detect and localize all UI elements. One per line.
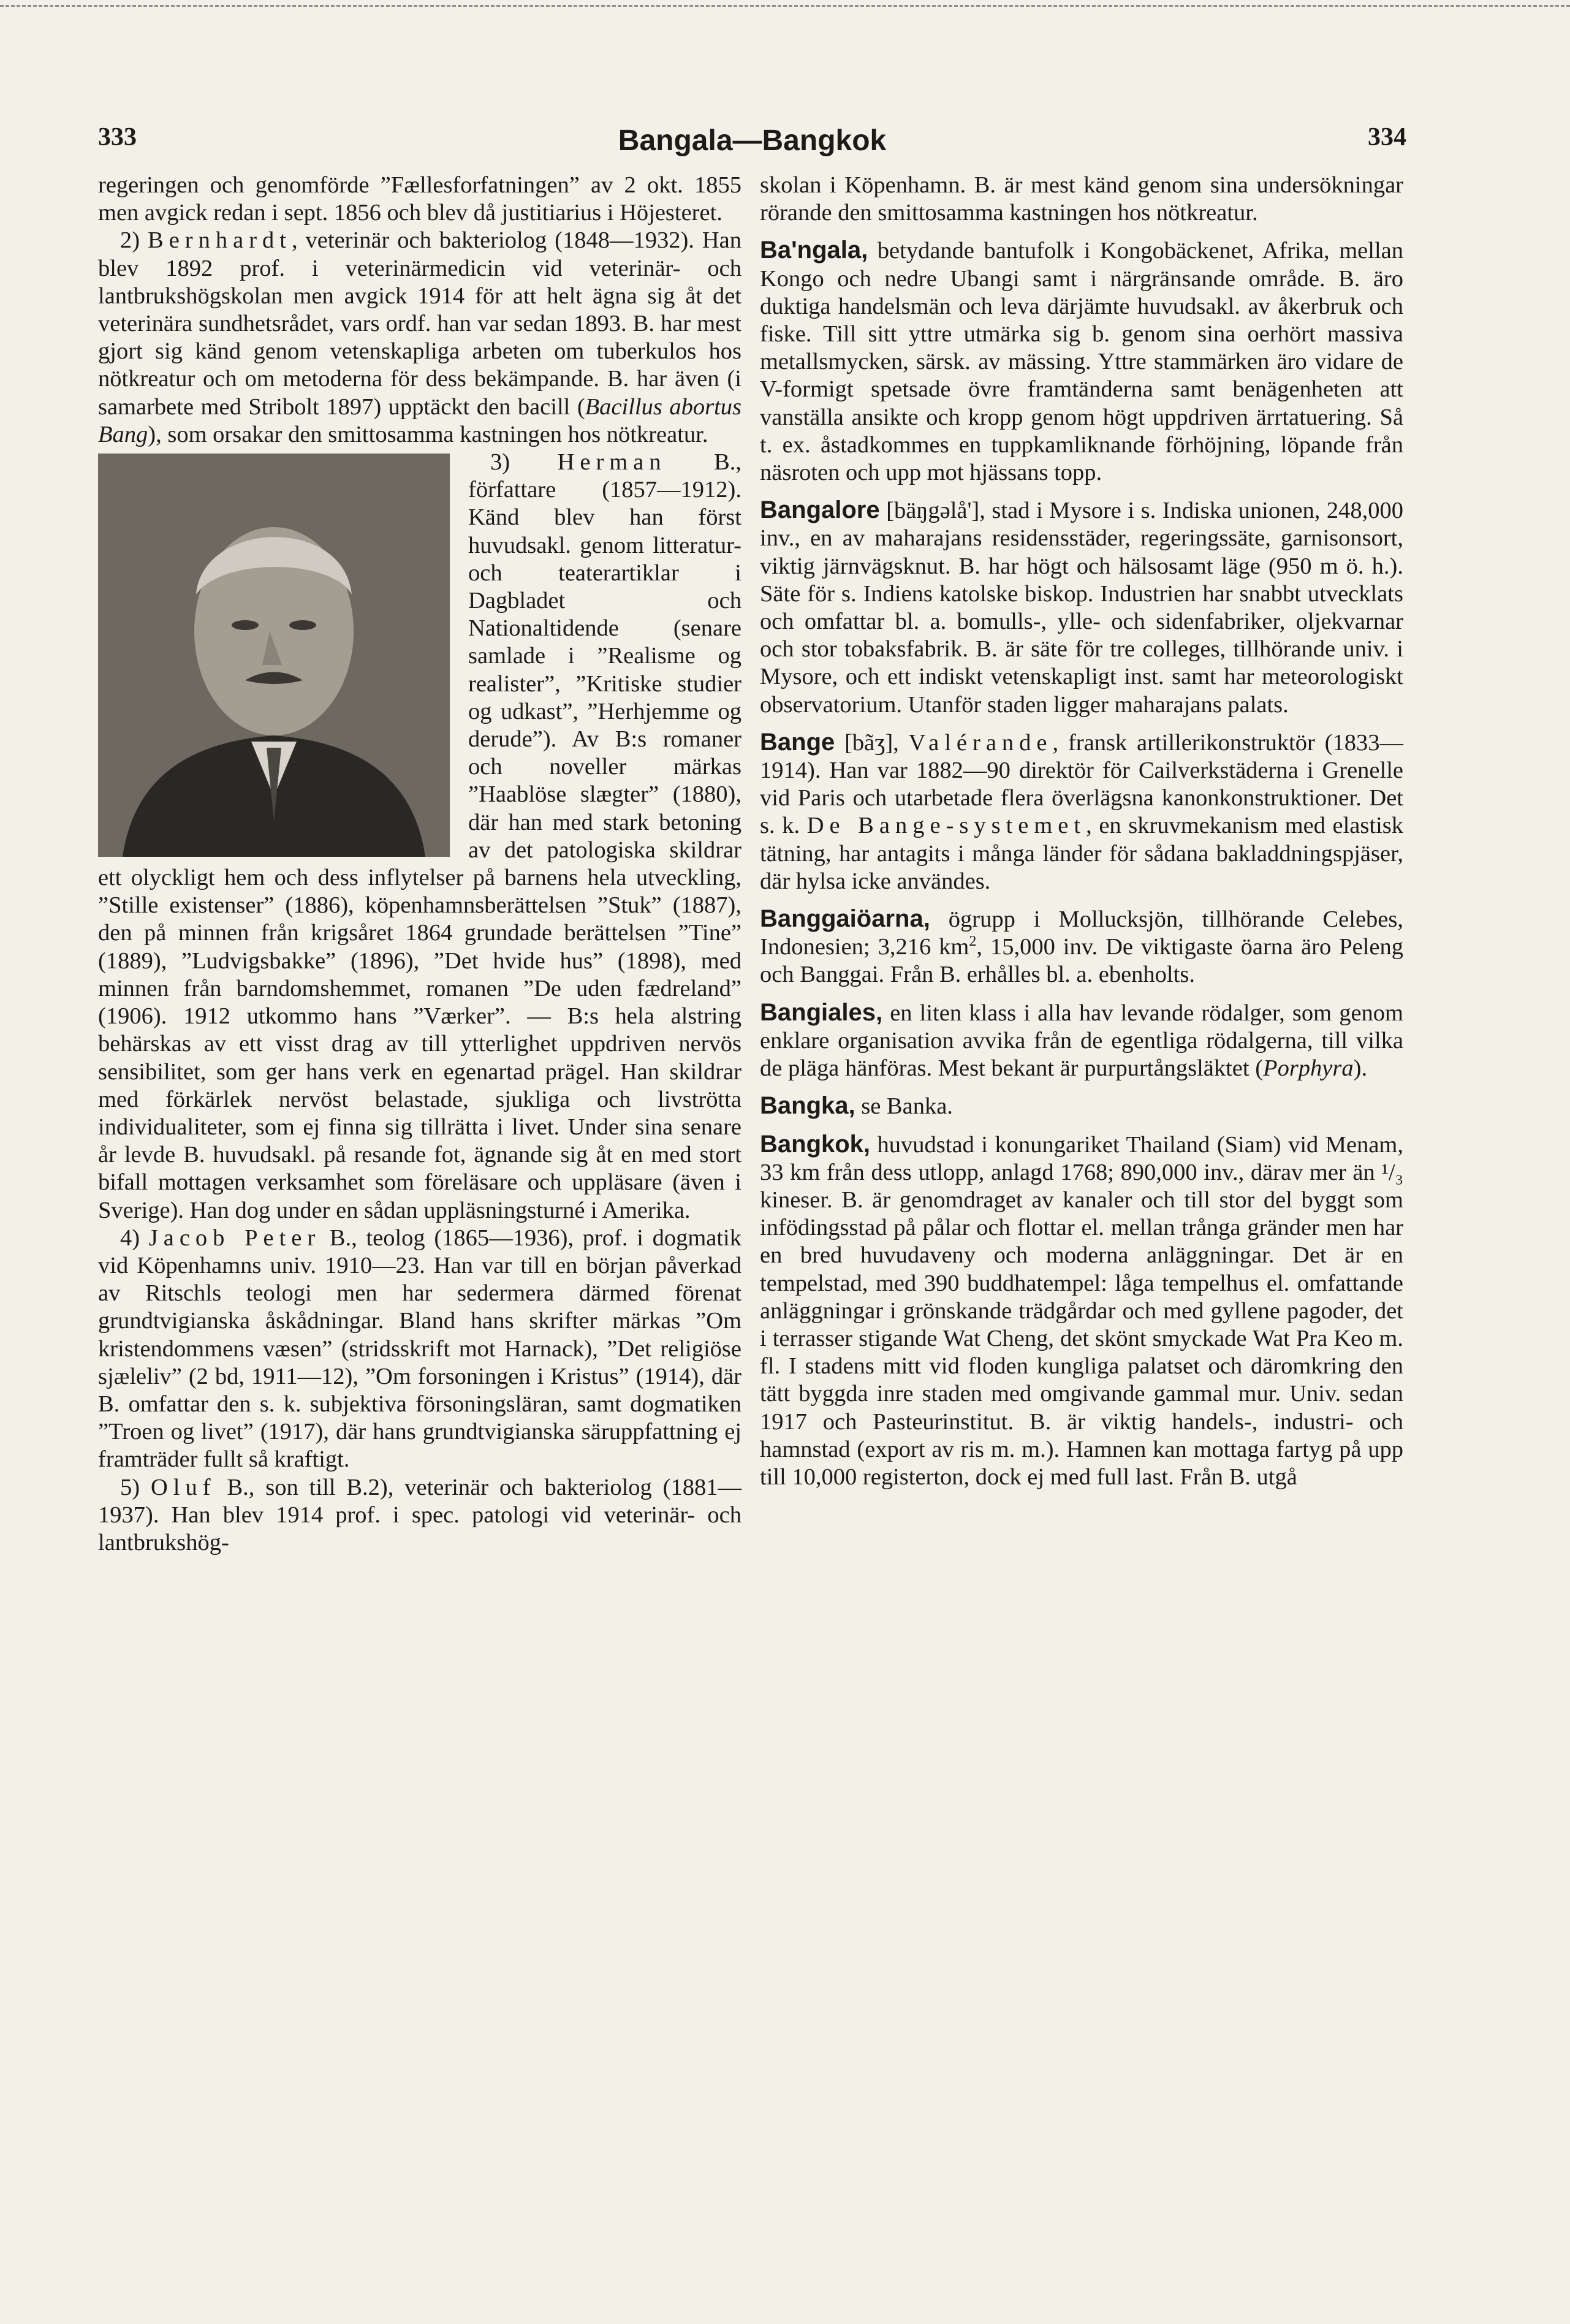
page-header: [98, 123, 1406, 159]
headword: Bangiales,: [760, 998, 883, 1026]
page-number-right: 334: [1368, 123, 1406, 151]
headword: Banggaiöarna,: [760, 905, 930, 933]
entry-bernhardt: 2) Bernhardt, veterinär och bakteriolog (1848—1932). Han blev 1892 prof. i veterinärmedicin vid veterinär- och lantbrukshögskolan men avgick 1914 för att helt ägna sig åt det veterinära sundhetsrådet, vars ordf. han var sedan 1893. B. har mest gjort sig känd genom vetenskapliga arbeten om tuberkulos hos nötkreatur och om metoderna för dess bekämpande. B. har även (i samarbete med Stribolt 1897) upptäckt den bacill (Bacillus abortus Bang), som orsakar den smittosamma kastningen hos nötkreatur.: [98, 227, 741, 447]
running-title: Bangala—Bangkok: [618, 124, 887, 157]
entry-continuation: skolan i Köpenhamn. B. är mest känd genom sina undersökningar rörande den smittosamma kastningen hos nötkreatur.: [760, 172, 1403, 226]
entry-oluf: 5) Oluf B., son till B.2), veterinär och bakteriolog (1881—1937). Han blev 1914 prof. i spec. patologi vid veterinär- och lantbrukshög-: [98, 1474, 741, 1555]
headword: Bangka,: [760, 1092, 855, 1120]
headword: Bangkok,: [760, 1130, 871, 1158]
entry-jacob-peter: 4) Jacob Peter B., teolog (1865—1936), prof. i dogmatik vid Köpenhamns univ. 1910—23. Han var till en början påverkad av Ritschls teologi men har sedermera därmed förenat grundtvigianska åskådningar. Bland hans skrifter märkas ”Om kristendommens væsen” (stridsskrift mot Harnack), ”Det religiöse sjæleliv” (2 bd, 1911—12), ”Om forsoningen i Kristus” (1914), där B. omfattar den s. k. subjektiva försoningsläran, samt dogmatiken ”Troen og livet” (1917), där hans grundtvigianska säruppfattning ej framträder fullt så kraftigt.: [98, 1225, 742, 1473]
person-name: Bernhardt: [148, 227, 292, 254]
person-name: Valérande: [908, 729, 1053, 756]
pronunciation: [bãʒ],: [835, 729, 909, 756]
entry-bangalore: Bangalore [bäŋgəlå'], stad i Mysore i s. Indiska unionen, 248,000 inv., en av maharajans residensstäder, regeringssäte, garnisonsort, viktig järnvägsknut. B. har högt och hälsosamt läge (950 m ö. h.). Säte för s. Indiens katolske biskop. Industrien har snabbt utvecklats och omfattar bl. a. bomulls-, ylle- och sidenfabriker, oljekvarnar och stor tobaksfabrik. B. är säte för tre colleges, tillhörande univ. i Mysore, och ett indiskt vetenskapligt inst. samt har meteorologiskt observatorium. Utanför staden ligger maharajans palats.: [760, 496, 1404, 718]
page-number-left: 333: [98, 123, 137, 151]
entry-herman: 3) Herman B., författare (1857—1912). Känd blev han först huvudsakl. genom litteratur- och teaterartiklar i Dagbladet och Nationaltidende (senare samlade i ”Realisme og realister”, ”Kritiske studier og udkast”, ”Herhjemme og derude”). Av B:s romaner och noveller märkas ”Haablöse slægter” (1880), där han med stark betoning av det patologiska skildrar ett olyckligt hem och dess inflytelser på barnens hela utveckling, ”Stille existenser” (1886), köpenhamnsberättelsen ”Stuk” (1887), den på minnen från krigsåret 1864 grundade berättelsen ”Tine” (1889), ”Ludvigsbakke” (1896), ”Det hvide hus” (1898), med minnen från barndomshemmet, romanen ”De uden fædreland” (1906). 1912 utkommo hans ”Værker”. — B:s hela alstring behärskas av ett visst drag av till ytterlighet uppdriven nervös sensibilitet, som ger hans verk en egenartad prägel. Han skildrar med förkärlek nervöst belastade, sjukliga och livströtta individualiteter, som ej finna sig tillrätta i livet. Under sina senare år levde B. huvudsakl. på resande fot, ägnande sig åt en med stort bifall mottagen verksamhet som föreläsare och uppläsare (även i Sverige). Han dog under en sådan uppläsningsturné i Amerika.: [98, 449, 741, 1223]
entry-bangala: Ba'ngala, betydande bantufolk i Kongobäckenet, Afrika, mellan Kongo och nedre Ubangi samt i närgränsande område. B. äro duktiga handelsmän och leva därjämte huvudsakl. av åkerbruk och fiske. Till sitt yttre utmärka sig b. genom sina oerhört massiva metallsmycken, särsk. av mässing. Yttre stammärken äro vidare de V-formigt spetsade övre framtänderna samt benägenheten att vanställa ansikte och kropp genom högt uppdriven ärrtatuering. Så t. ex. åstadkommes en tuppkamliknande förhöjning, löpande från näsroten och upp mot hjässans topp.: [760, 237, 1403, 486]
entry-continuation: regeringen och genomförde ”Fællesforfatningen” av 2 okt. 1855 men avgick redan i sept. 1856 och blev då justitiarius i Höjesteret.: [98, 172, 741, 226]
headword: Bange: [760, 728, 835, 756]
headword: Bangalore: [760, 496, 880, 524]
entry-bangkok: Bangkok, huvudstad i konungariket Thailand (Siam) vid Menam, 33 km från dess utlopp, anlagd 1768; 890,000 inv., därav mer än ¹/₃ kineser. B. är genomdraget av kanaler och till stor del byggt som infödingsstad på pålar och flottar el. mellan trånga gränder men har en bred huvudaveny och moderna anläggningar. Det är en tempelstad, med 390 buddhatempel: låga tempelhus el. omfattande anläggningar i grönskande trädgårdar och med gyllene pagoder, det i terrasser stigande Wat Cheng, det skönt smyckade Wat Pra Keo m. fl. I stadens mitt vid floden kungliga palatset och däromkring den tätt byggda inre staden med omgivande gammal mur. Univ. sedan 1917 och Pasteurinstitut. B. är viktig handels-, industri- och hamnstad (export av ris m. m.). Hamnen kan mottaga fartyg på upp till 10,000 registerton, dock ej med full last. Från B. utgå: [760, 1130, 1403, 1490]
person-name: Oluf: [150, 1474, 216, 1500]
portrait-photo: [98, 454, 450, 857]
right-column: [760, 172, 1403, 1491]
left-column: [98, 172, 741, 1557]
person-name: Jacob Peter: [148, 1225, 321, 1251]
entry-bange: Bange [bãʒ], Valérande, fransk artillerikonstruktör (1833—1914). Han var 1882—90 direktör för Cailverkstäderna i Grenelle vid Paris och utarbetade flera överlägsna kanonkonstruktioner. Det s. k. De Bange-systemet, en skruvmekanism med elastisk tätning, har antagits i många länder för sådana bakladdningspjäser, där hylsa icke användes.: [760, 728, 1404, 894]
species-name: Bacillus abortus Bang: [98, 393, 741, 447]
genus-name: Porphyra: [1263, 1055, 1354, 1082]
headword: Ba'ngala,: [760, 237, 868, 264]
person-name: Herman: [557, 449, 667, 476]
system-name: De Bange-systemet: [806, 813, 1086, 839]
entry-bangiales: Bangiales, en liten klass i alla hav levande rödalger, som genom enklare organisation avvika från de egentliga rödalgerna, till vilka de pläga hänföras. Mest bekant är purpurtångsläktet (Porphyra).: [760, 998, 1403, 1082]
page-edge-line: [0, 5, 1570, 7]
pronunciation: [bäŋgəlå'],: [879, 498, 985, 524]
entry-banggaioarna: Banggaiöarna, ögrupp i Mollucksjön, tillhörande Celebes, Indonesien; 3,216 $km^2$, 15,000 inv. De viktigaste öarna äro Peleng och Banggai. Från B. erhålles bl. a. ebenholts.: [760, 905, 1403, 988]
portrait-figure: [98, 454, 450, 857]
entry-bangka: Bangka, se Banka.: [760, 1092, 953, 1120]
